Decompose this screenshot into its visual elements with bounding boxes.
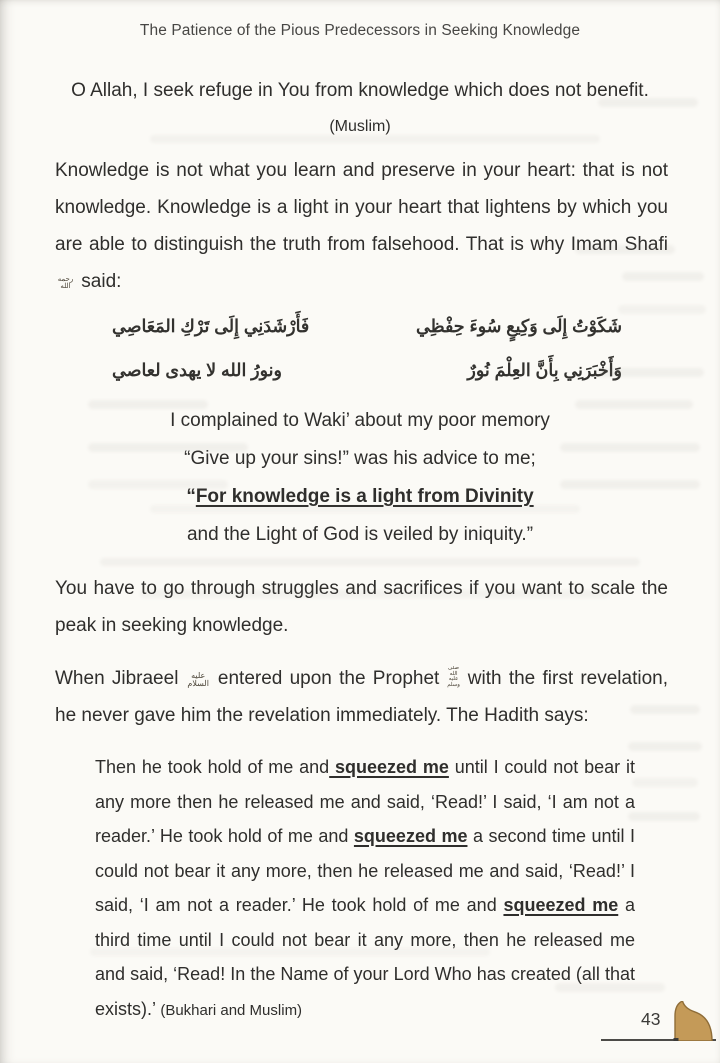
translation-line-4: and the Light of God is veiled by iniquity.” [186, 524, 534, 545]
poem-line-1-first-hemistich: شَكَوْتُ إِلَى وَكِيعٍ سُوءَ حِفْظِي [416, 316, 622, 336]
translation-line-2: “Give up your sins!” was his advice to me; [184, 448, 536, 469]
page-number: 43 [641, 1009, 661, 1029]
poem-line-2-second-hemistich: ونورُ الله لا يهدى لعاصي [112, 360, 282, 380]
translation-line-1: I complained to Waki’ about my poor memory [170, 410, 550, 431]
poem-line-2-first-hemistich: وَأَخْبَرَنِي بِأَنَّ العِلْمَ نُورٌ [467, 360, 622, 380]
dua-source: (Muslim) [329, 118, 391, 135]
hadith-quote: Then he took hold of me and squeezed me until I could not bear it any more then he released me and said, ‘Read!’ I said, ‘I am not a reader.’ He took hold of me and squeezed me a second time until I could not bear it any more, then he released me and said, ‘Read!’ I said, ‘I am not a reader.’ He took hold of me and squeezed me a third time until I could not bear it any more, then he released me and said, ‘Read! In the Name of your Lord Who has created (all that exists).’ (Bukhari and Muslim) [95, 757, 636, 1019]
poem-line-1 [112, 304, 622, 348]
paragraph-knowledge: Knowledge is not what you learn and preserve in your heart: that is not knowledge. Knowledge is a light in your heart that lightens by which you are able to distinguish the truth from falsehood. That is why Imam Shafi رحمه الله said: [55, 160, 668, 292]
poem-line-2 [112, 348, 622, 392]
dua-line: O Allah, I seek refuge in You from knowledge which does not benefit. [71, 80, 649, 101]
corner-ornament [671, 1001, 716, 1041]
arabic-poem [112, 304, 622, 392]
paragraph-struggles: You have to go through struggles and sacrifices if you want to scale the peak in seeking knowledge. [55, 578, 668, 636]
translation-line-3: “For knowledge is a light from Divinity [186, 486, 534, 507]
paragraph-jibraeel: When Jibraeel عليه السلام entered upon the Prophet صلى الله عليه وسلم with the first revelation, he never gave him the revelation immediately. The Hadith says: [55, 666, 669, 726]
poem-translation [55, 402, 665, 554]
poem-line-1-second-hemistich: فَأَرْشَدَنِي إِلَى تَرْكِ المَعَاصِي [112, 316, 310, 336]
running-header: The Patience of the Pious Predecessors in Seeking Knowledge [139, 22, 581, 39]
